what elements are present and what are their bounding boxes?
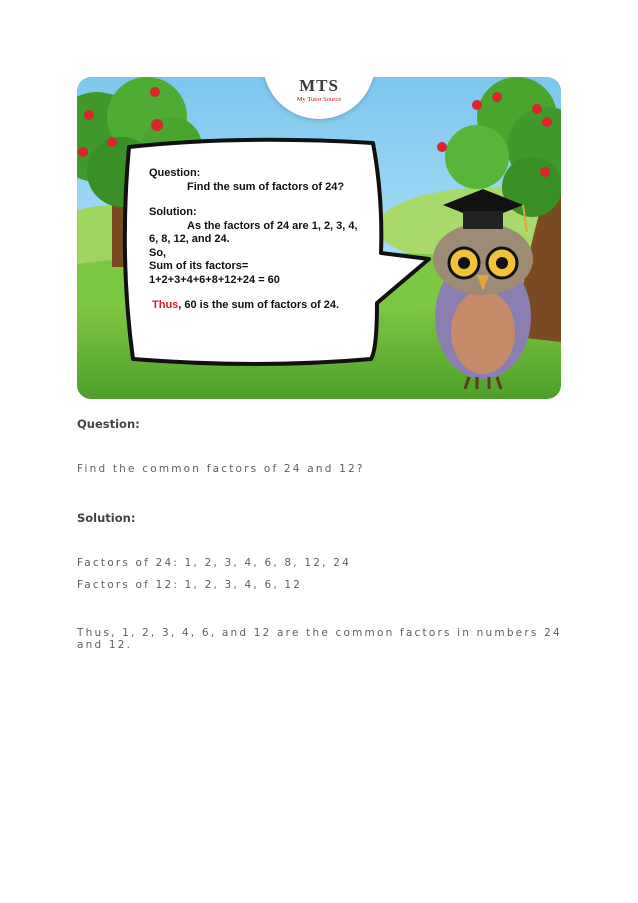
bubble-question-label: Question: xyxy=(149,167,201,179)
solution-heading: Solution: xyxy=(77,511,136,525)
question-text: Find the common factors of 24 and 12? xyxy=(77,463,365,475)
bubble-solution-line2: 6, 8, 12, and 24. xyxy=(149,233,230,245)
bubble-text xyxy=(149,167,389,313)
bubble-solution-line3: So, xyxy=(149,246,167,259)
logo-subtitle: My Tutor Source xyxy=(296,96,342,103)
factors-of-24: Factors of 24: 1, 2, 3, 4, 6, 8, 12, 24 xyxy=(77,557,351,569)
factors-of-12: Factors of 12: 1, 2, 3, 4, 6, 12 xyxy=(77,579,303,591)
bubble-thus-word: Thus xyxy=(152,299,179,311)
bubble-solution-line5: 1+2+3+4+6+8+12+24 = 60 xyxy=(149,273,280,286)
conclusion-text: Thus, 1, 2, 3, 4, 6, and 12 are the common factors in numbers 24 and 12. xyxy=(77,627,562,651)
bubble-thus-rest: , 60 is the sum of factors of 24. xyxy=(178,299,340,311)
bubble-question-text: Find the sum of factors of 24? xyxy=(187,180,345,193)
logo-mark: MTS xyxy=(299,77,339,95)
illustration-banner xyxy=(77,77,561,399)
bubble-solution-line1: As the factors of 24 are 1, 2, 3, 4, xyxy=(187,219,358,232)
question-heading: Question: xyxy=(77,417,140,431)
bubble-conclusion xyxy=(149,299,389,313)
bubble-solution-label: Solution: xyxy=(149,206,197,218)
bubble-solution-line4: Sum of its factors= xyxy=(149,260,249,272)
